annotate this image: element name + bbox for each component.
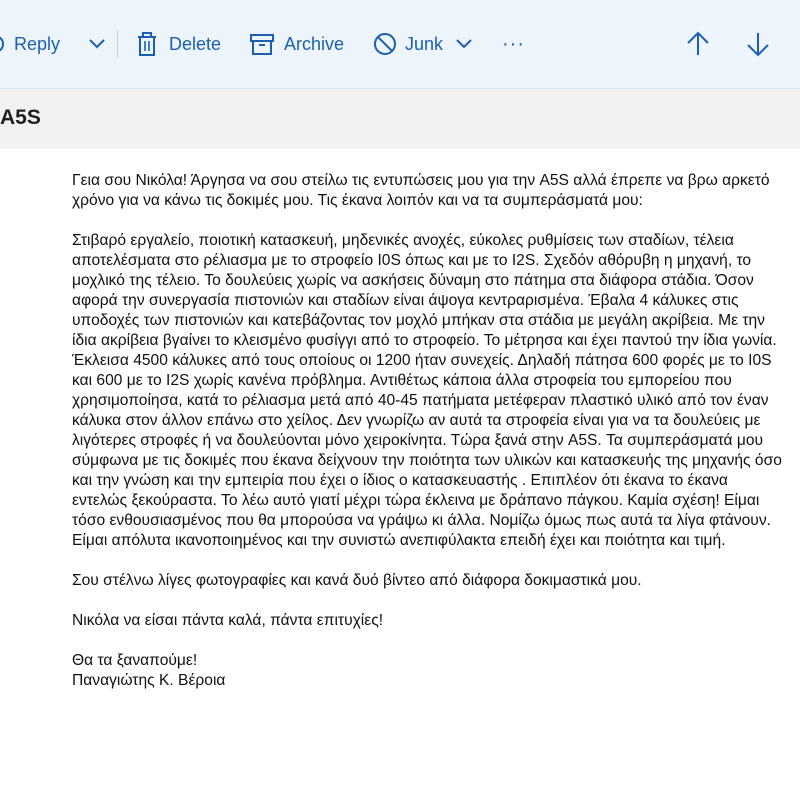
arrow-down-icon xyxy=(746,31,770,57)
archive-label: Archive xyxy=(284,33,345,54)
archive-button[interactable] xyxy=(250,26,344,62)
junk-chevron-down-icon[interactable] xyxy=(455,38,473,50)
body-paragraph: Νικόλα να είσαι πάντα καλά, πάντα επιτυχίες! xyxy=(72,612,384,629)
signature-line: Παναγιώτης Κ. Βέροια xyxy=(72,672,226,689)
trash-icon xyxy=(137,32,157,56)
reply-label: Reply xyxy=(14,33,61,54)
delete-button[interactable] xyxy=(137,26,221,62)
reply-options-dropdown[interactable] xyxy=(88,26,106,62)
message-toolbar xyxy=(0,0,800,89)
closing-line: Θα τα ξαναπούμε! xyxy=(72,652,198,669)
chevron-down-icon xyxy=(88,38,106,50)
next-message-button[interactable] xyxy=(746,26,770,62)
message-body xyxy=(72,171,782,691)
body-paragraph: Σου στέλνω λίγες φωτογραφίες και κανά δυό βίντεο από διάφορα δοκιμαστικά μου. xyxy=(72,572,642,589)
block-icon xyxy=(373,32,397,56)
body-paragraph: Γεια σου Νικόλα! Άργησα να σου στείλω τις εντυπώσεις μου για την A5S αλλά έπρεπε να βρω αρκετό χρόνο για να κάνω τις δοκιμές μου. Τις έκανα λοιπόν και να τα συμπεράσματά μου: xyxy=(72,172,770,209)
arrow-up-icon xyxy=(686,31,710,57)
message-subject: A5S xyxy=(0,106,41,129)
reply-button[interactable] xyxy=(0,26,60,62)
delete-label: Delete xyxy=(169,33,222,54)
junk-label: Junk xyxy=(405,33,444,54)
junk-button[interactable] xyxy=(373,26,473,62)
reply-icon xyxy=(0,33,6,55)
more-icon: ··· xyxy=(502,32,525,55)
archive-icon xyxy=(250,33,274,55)
more-actions-button[interactable] xyxy=(502,26,525,62)
previous-message-button[interactable] xyxy=(686,26,710,62)
toolbar-divider xyxy=(117,30,118,58)
subject-bar xyxy=(0,89,800,149)
body-paragraph: Στιβαρό εργαλείο, ποιοτική κατασκευή, μηδενικές ανοχές, εύκολες ρυθμίσεις των σταδίων, τέλεια αποτελέσματα στο ρέλιασμα με το στροφείο I0S όπως και με το I2S. Σχεδόν αθόρυβη η μηχανή, το μοχλικό της τέλειο. Το δουλεύεις χωρίς να ασκήσεις δύναμη στο πάτημα στα διάφορα στάδια. Όσον αφορά την συνεργασία πιστονιών και σταδίων είναι άψογα κεντραρισμένα. Έβαλα 4 κάλυκες στις υποδοχές των πιστονιών και κατεβάζοντας τον μοχλό μπήκαν στα στάδια με μεγάλη ακρίβεια. Με την ίδια ακρίβεια βγαίνει το κλεισμένο φυσίγγι από το στροφείο. Το μέτρησα και έχει παντού την ίδια γωνία. Έκλεισα 4500 κάλυκες από τους οποίους οι 1200 ήταν συνεχείς. Δηλαδή πάτησα 600 φορές με το I0S και 600 με το I2S χωρίς κανένα πρόβλημα. Αντιθέτως κάποια άλλα στροφεία του εμπορείου που χρησιμοποίησα, κατά το ρέλιασμα μετά από 40-45 πατήματα μετέφεραν πλαστικό υλικό από τον έναν κάλυκα στον άλλον επάνω στο χείλος. Δεν γνωρίζω αν αυτά τα στροφεία είναι για να τα δουλεύεις με λιγότερες στροφές ή να δουλεύονται μόνο χειροκίνητα. Τώρα ξανά στην A5S. Τα συμπεράσματά μου σύμφωνα με τις δοκιμές που έκανα δείχνουν την ποιότητα των υλικών και κατασκευής της μηχανής όσο και την γνώση και την εμπειρία που έχει ο ίδιος ο κατασκευαστής . Επιπλέον ότι έκανα το έκανα εντελώς ξεκούραστα. Το λέω αυτό γιατί μέχρι τώρα έκλεινα με δράπανο πάγκου. Καμία σχέση! Είμαι τόσο ενθουσιασμένος που θα μπορούσα να γράψω κι άλλα. Νομίζω όμως πως αυτά τα λίγα φτάνουν. Είμαι απόλυτα ικανοποιημένος και την συνιστώ ανεπιφύλακτα επειδή έχει και ποιότητα και τιμή. xyxy=(72,232,782,549)
